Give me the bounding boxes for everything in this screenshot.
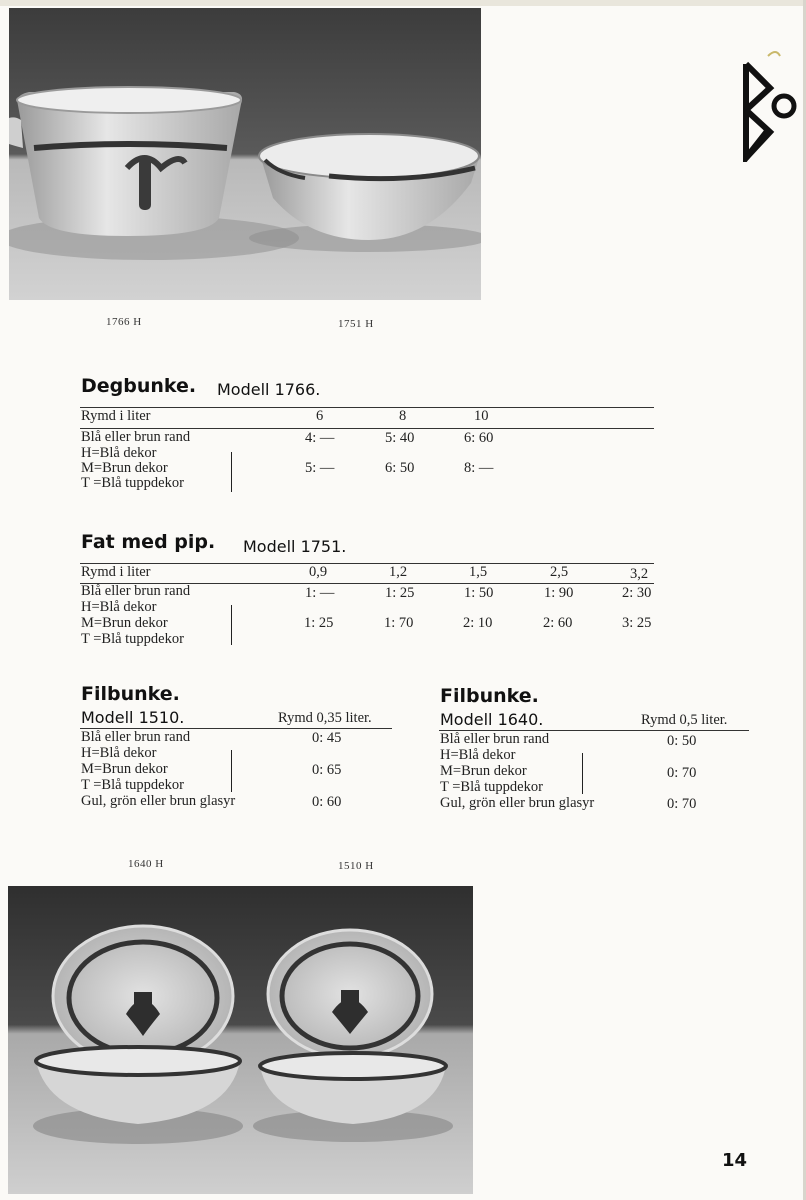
fat-price: 1: 90 xyxy=(544,585,574,601)
fat-price: 2: 10 xyxy=(463,615,493,631)
fat-row-label: M=Brun dekor xyxy=(81,615,168,631)
degbunke-header-label: Rymd i liter xyxy=(81,408,151,424)
filbunke-1510-title: Filbunke. xyxy=(81,683,180,705)
filbunke-1640-price: 0: 70 xyxy=(667,765,697,781)
filbunke-1640-row-label: H=Blå dekor xyxy=(440,747,516,763)
fat-header-label: Rymd i liter xyxy=(81,564,151,580)
filbunke-1510-row-label: H=Blå dekor xyxy=(81,745,157,761)
caption-1751: 1751 H xyxy=(338,318,374,330)
fat-size: 1,2 xyxy=(389,564,408,580)
degbunke-rule-top xyxy=(80,407,654,408)
degbunke-row-label: Blå eller brun rand xyxy=(81,429,191,445)
filbunke-1510-rymd: Rymd 0,35 liter. xyxy=(278,710,372,726)
fat-modell: Modell 1751. xyxy=(243,537,347,556)
filbunke-1510-price: 0: 65 xyxy=(312,762,342,778)
fat-price: 1: — xyxy=(305,585,335,601)
filbunke-1640-row-label: M=Brun dekor xyxy=(440,763,527,779)
degbunke-row-label: T =Blå tuppdekor xyxy=(81,475,184,491)
fat-price: 3: 25 xyxy=(622,615,652,631)
degbunke-row-label: H=Blå dekor xyxy=(81,445,157,461)
filbunke-1640-brace xyxy=(577,753,583,794)
degbunke-price: 8: — xyxy=(464,460,494,476)
filbunke-1640-row-label: T =Blå tuppdekor xyxy=(440,779,543,795)
filbunke-1640-title: Filbunke. xyxy=(440,685,539,707)
caption-1766: 1766 H xyxy=(106,316,142,328)
fat-title: Fat med pip. xyxy=(81,531,216,553)
fat-price: 1: 70 xyxy=(384,615,414,631)
fat-brace xyxy=(226,605,232,645)
degbunke-price: 5: 40 xyxy=(385,430,415,446)
fat-row-label: Blå eller brun rand xyxy=(81,583,191,599)
fat-size: 3,2 xyxy=(630,566,649,582)
degbunke-price: 6: 60 xyxy=(464,430,494,446)
bo-logo xyxy=(738,50,798,162)
fat-price: 1: 25 xyxy=(385,585,415,601)
fat-price: 2: 30 xyxy=(622,585,652,601)
degbunke-size: 6 xyxy=(316,408,324,424)
degbunke-price: 5: — xyxy=(305,460,335,476)
fat-row-label: T =Blå tuppdekor xyxy=(81,631,184,647)
caption-1640: 1640 H xyxy=(128,858,164,870)
fat-size: 0,9 xyxy=(309,564,328,580)
filbunke-1640-price: 0: 70 xyxy=(667,796,697,812)
degbunke-price: 6: 50 xyxy=(385,460,415,476)
filbunke-1510-price: 0: 45 xyxy=(312,730,342,746)
filbunke-1510-brace xyxy=(226,750,232,792)
photo-bowls-bottom xyxy=(8,886,473,1194)
degbunke-modell: Modell 1766. xyxy=(217,380,321,399)
filbunke-1640-rymd: Rymd 0,5 liter. xyxy=(641,712,728,728)
fat-row-label: H=Blå dekor xyxy=(81,599,157,615)
filbunke-1510-row-label: T =Blå tuppdekor xyxy=(81,777,184,793)
filbunke-1510-row-label: Blå eller brun rand xyxy=(81,729,191,745)
filbunke-1640-row-label: Blå eller brun rand xyxy=(440,731,550,747)
degbunke-brace xyxy=(226,452,232,492)
degbunke-row-label: M=Brun dekor xyxy=(81,460,168,476)
filbunke-1510-modell: Modell 1510. xyxy=(81,708,185,727)
degbunke-title: Degbunke. xyxy=(81,375,197,397)
fat-size: 2,5 xyxy=(550,564,569,580)
caption-1510: 1510 H xyxy=(338,860,374,872)
filbunke-1640-price: 0: 50 xyxy=(667,733,697,749)
filbunke-1640-row-label: Gul, grön eller brun glasyr xyxy=(440,795,595,811)
degbunke-size: 10 xyxy=(474,408,489,424)
degbunke-size: 8 xyxy=(399,408,407,424)
filbunke-1510-row-label: M=Brun dekor xyxy=(81,761,168,777)
degbunke-price: 4: — xyxy=(305,430,335,446)
fat-price: 1: 50 xyxy=(464,585,494,601)
page-number: 14 xyxy=(722,1150,748,1171)
filbunke-1510-price: 0: 60 xyxy=(312,794,342,810)
filbunke-1640-modell: Modell 1640. xyxy=(440,710,544,729)
fat-size: 1,5 xyxy=(469,564,488,580)
photo-bowls-top xyxy=(9,8,481,300)
top-strip xyxy=(0,0,806,6)
filbunke-1510-row-label: Gul, grön eller brun glasyr xyxy=(81,793,236,809)
fat-price: 2: 60 xyxy=(543,615,573,631)
fat-price: 1: 25 xyxy=(304,615,334,631)
